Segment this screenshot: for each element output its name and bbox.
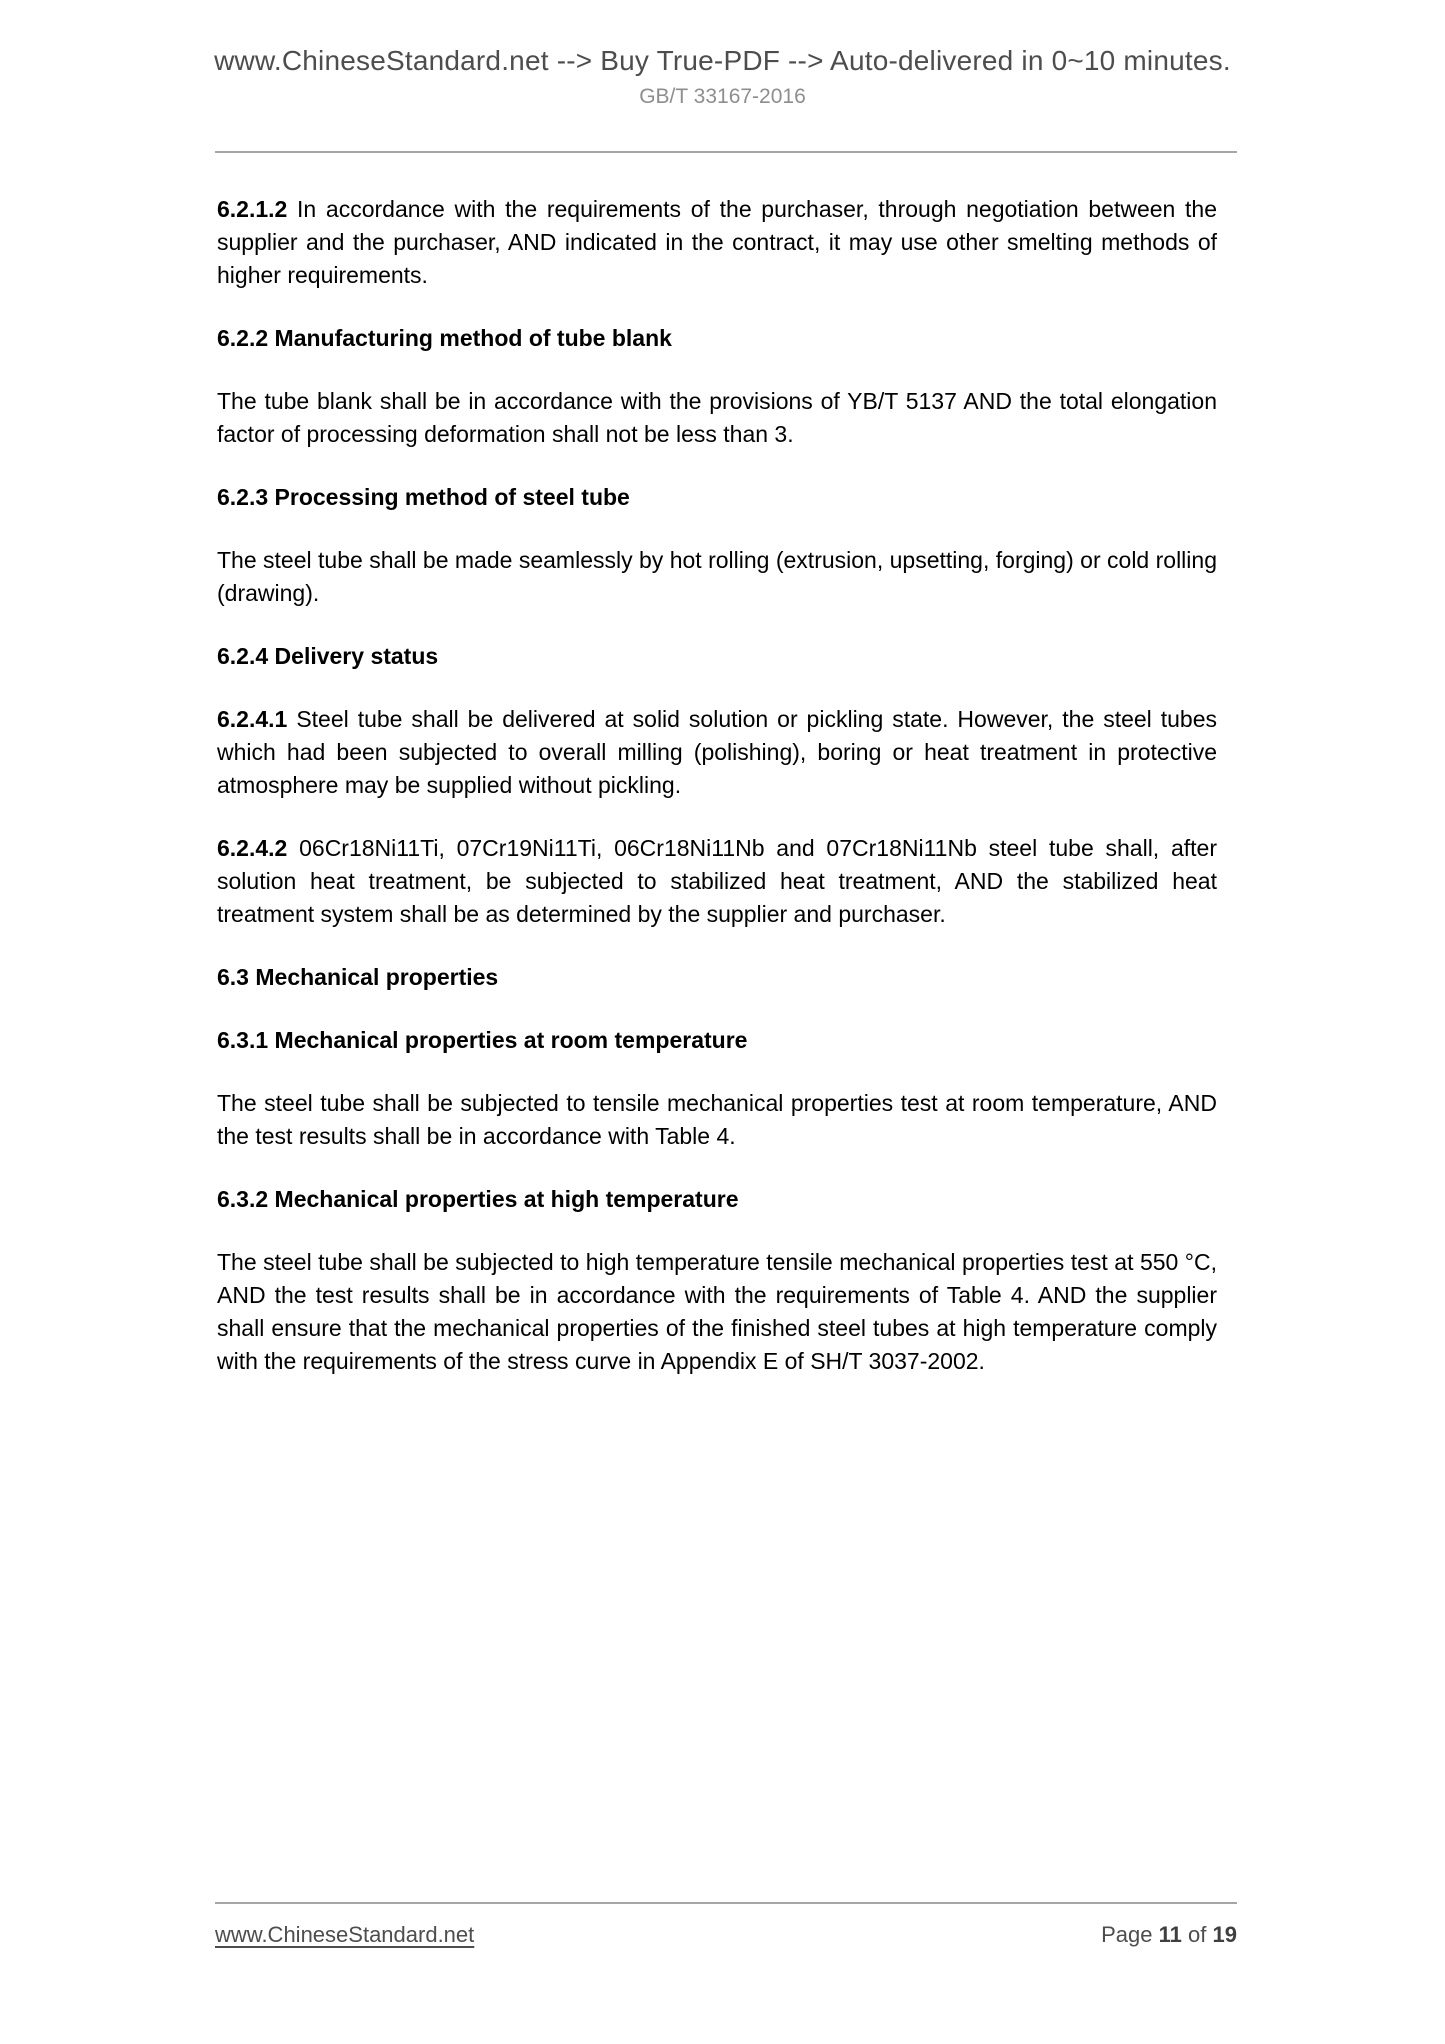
current-page-number: 11 <box>1158 1922 1182 1947</box>
clause-number: 6.2.4.2 <box>217 835 288 861</box>
standard-code: GB/T 33167-2016 <box>639 85 806 108</box>
paragraph-6212 <box>217 193 1217 292</box>
paragraph-632-body: The steel tube shall be subjected to high temperature tensile mechanical properties test at 550 °C, AND the test results shall be in accordance with the requirements of Table 4. AND the supplier shall ensure that the mechanical properties of the finished steel tubes at high temperature comply with the requirements of the stress curve in Appendix E of SH/T 3037-2002. <box>217 1249 1217 1374</box>
paragraph-6242 <box>217 832 1217 931</box>
heading-631: 6.3.1 Mechanical properties at room temperature <box>217 1027 748 1053</box>
heading-624: 6.2.4 Delivery status <box>217 643 439 669</box>
clause-number: 6.2.4.1 <box>217 706 288 732</box>
paragraph-631-body: The steel tube shall be subjected to tensile mechanical properties test at room temperature, AND the test results shall be in accordance with Table 4. <box>217 1090 1217 1149</box>
total-page-number: 19 <box>1212 1922 1237 1947</box>
footer-divider <box>215 1902 1237 1904</box>
page-footer <box>215 1922 1237 1948</box>
page-word: Page <box>1101 1922 1153 1947</box>
document-body <box>217 193 1217 1408</box>
paragraph-622-body: The tube blank shall be in accordance with the provisions of YB/T 5137 AND the total elongation factor of processing deformation shall not be less than 3. <box>217 388 1217 447</box>
heading-632: 6.3.2 Mechanical properties at high temperature <box>217 1186 739 1212</box>
paragraph-6241 <box>217 703 1217 802</box>
clause-number: 6.2.1.2 <box>217 196 288 222</box>
paragraph-text: 06Cr18Ni11Ti, 07Cr19Ni11Ti, 06Cr18Ni11Nb and 07Cr18Ni11Nb steel tube shall, after solution heat treatment, be subjected to stabilized heat treatment, AND the stabilized heat treatment system shall be as determined by the supplier and purchaser. <box>217 835 1217 927</box>
heading-63: 6.3 Mechanical properties <box>217 964 499 990</box>
heading-622: 6.2.2 Manufacturing method of tube blank <box>217 325 672 351</box>
footer-site-link[interactable]: www.ChineseStandard.net <box>215 1922 475 1947</box>
of-word: of <box>1188 1922 1207 1947</box>
header-divider <box>215 151 1237 153</box>
header-banner-text: www.ChineseStandard.net --> Buy True-PDF --> Auto-delivered in 0~10 minutes. <box>214 45 1231 76</box>
paragraph-623-body: The steel tube shall be made seamlessly by hot rolling (extrusion, upsetting, forging) or cold rolling (drawing). <box>217 547 1217 606</box>
page-number-indicator <box>1101 1922 1237 1948</box>
page-header <box>0 44 1445 110</box>
heading-623: 6.2.3 Processing method of steel tube <box>217 484 630 510</box>
paragraph-text: In accordance with the requirements of the purchaser, through negotiation between the supplier and the purchaser, AND indicated in the contract, it may use other smelting methods of higher requirements. <box>217 196 1217 288</box>
paragraph-text: Steel tube shall be delivered at solid solution or pickling state. However, the steel tubes which had been subjected to overall milling (polishing), boring or heat treatment in protective atmosphere may be supplied without pickling. <box>217 706 1217 798</box>
